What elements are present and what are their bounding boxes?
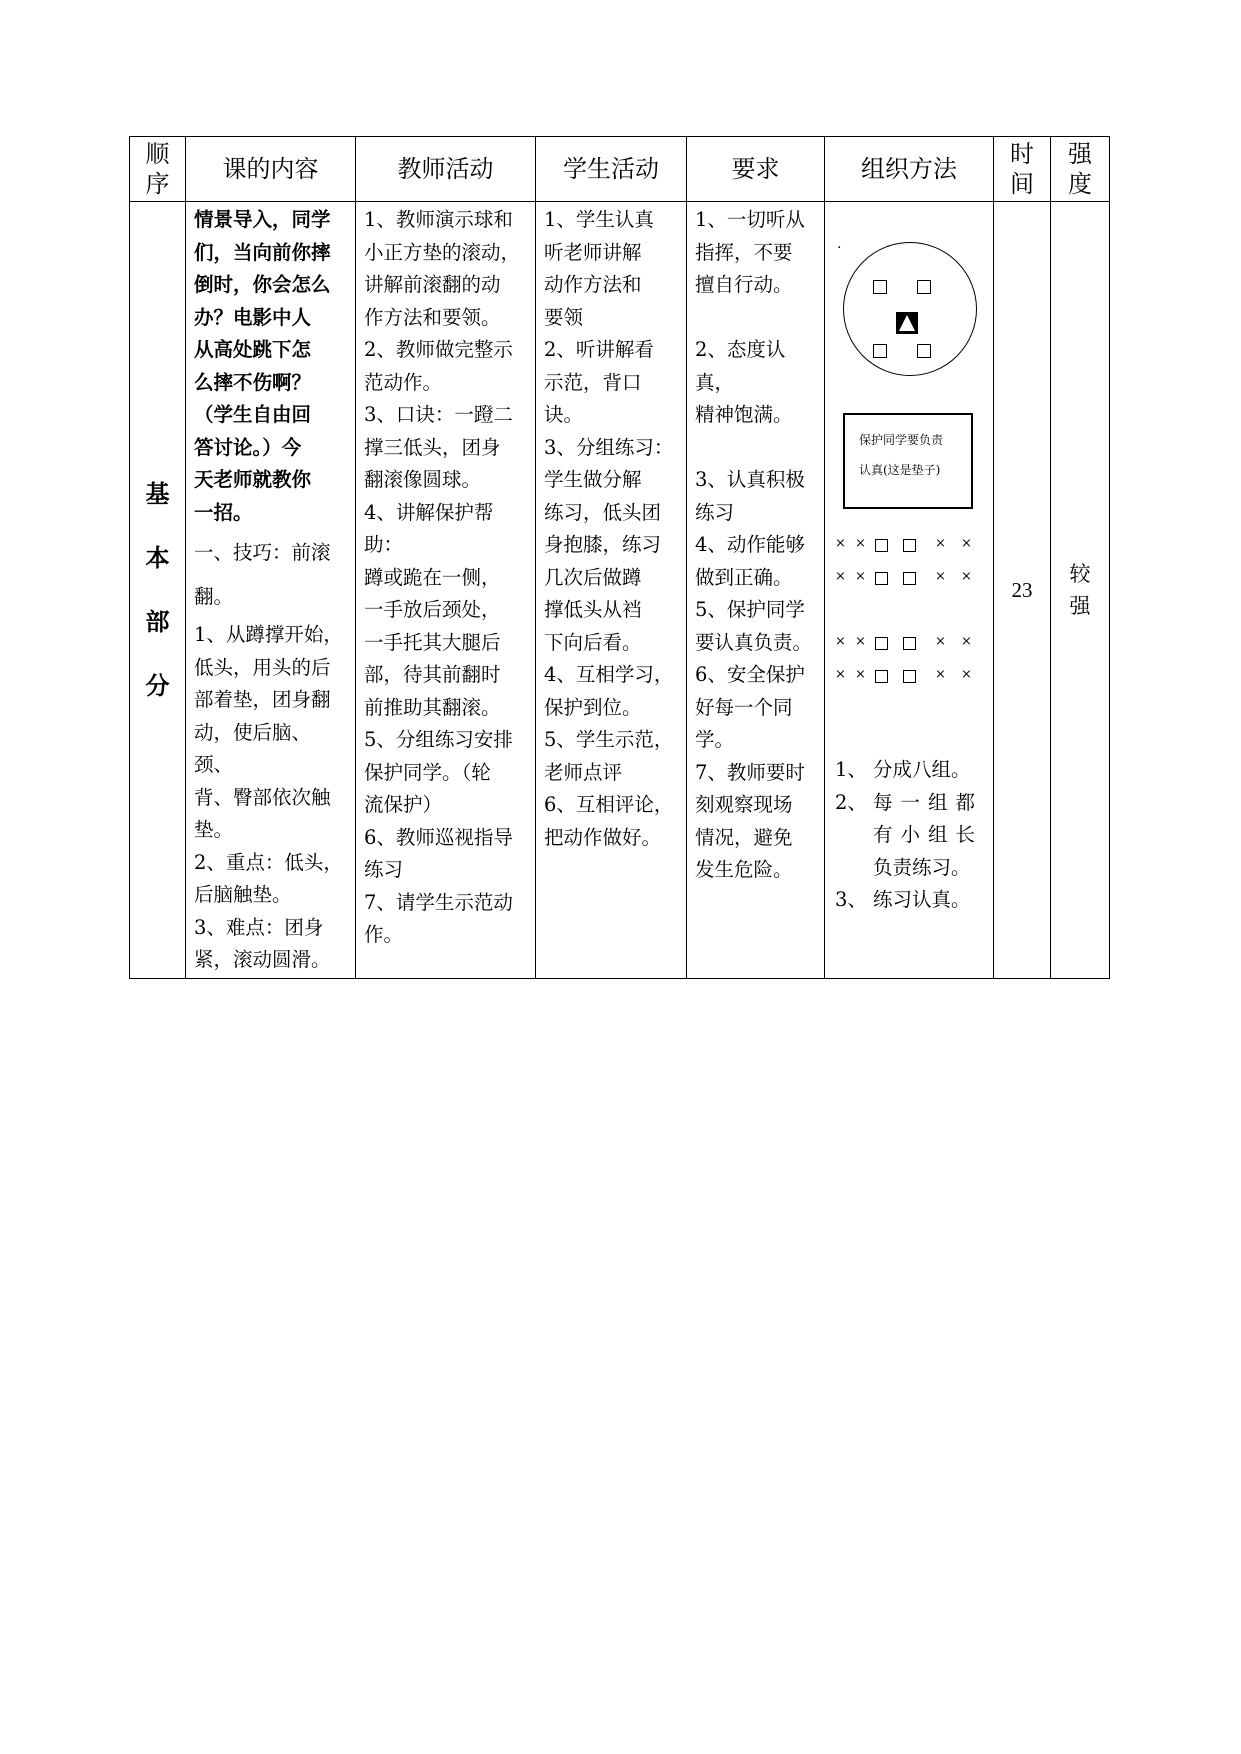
group-row: × × × × [835, 536, 972, 551]
skill-title: 一、技巧：前滚 翻。 [194, 541, 331, 608]
mat-box: 保护同学要负责 认真(这是垫子) [843, 413, 973, 509]
teacher-triangle-icon [896, 312, 918, 334]
student-square [873, 280, 887, 294]
header-organization: 组织方法 [825, 137, 994, 202]
list-item: 1、 分成八组。 [835, 758, 971, 781]
student-square [873, 344, 887, 358]
dot-mark: . [837, 236, 842, 252]
header-teacher: 教师活动 [356, 137, 536, 202]
list-item: 3、 练习认真。 [835, 888, 971, 911]
header-row [130, 137, 1110, 202]
header-time: 时 间 [994, 137, 1051, 202]
intro-text: 情景导入，同学 们，当向前你摔 倒时，你会怎么 办？电影中人 从高处跳下怎 么摔不伤啊？ （学生自由回 答讨论。）今 天老师就教你 一招。 [194, 208, 331, 524]
mat-square [875, 572, 888, 585]
header-student: 学生活动 [536, 137, 687, 202]
header-intensity: 强 度 [1051, 137, 1110, 202]
organization-list [835, 754, 985, 917]
formation-circle [843, 242, 977, 376]
mat-square [875, 670, 888, 683]
list-item: 2、 每一组都 有小组长 负责练习。 [835, 790, 984, 879]
student-activity-cell: 1、学生认真 听老师讲解 动作方法和 要领 2、听讲解看 示范，背口诀。 3、分组练习： 学生做分解 练习，低头团 身抱膝，练习 几次后做蹲 撑低头从裆 下向后看。 4、互相学习， 保护到位。 5、学生示范， 老师点评 6、互相评论， 把动作做好。 [536, 202, 687, 979]
requirements-cell: 1、一切听从 指挥，不要 擅自行动。 2、态度认真， 精神饱满。 3、认真积极 练习 4、动作能够 做到正确。 5、保护同学 要认真负责。 6、安全保护 好每一个同 学。 7、教师要时 刻观察现场 情况，避免 发生危险。 [687, 202, 825, 979]
teacher-activity-cell: 1、教师演示球和 小正方垫的滚动， 讲解前滚翻的动 作方法和要领。 2、教师做完整示 范动作。 3、口诀：一蹬二 撑三低头，团身 翻滚像圆球。 4、讲解保护帮助： 蹲或跪在一侧， 一手放后颈处， 一手托其大腿后 部，待其前翻时 前推助其翻滚。 5、分组练习安排 保护同学。（轮 流保护） 6、教师巡视指导 练习 7、请学生示范动 作。 [356, 202, 536, 979]
group-row: × × × × [835, 634, 972, 649]
lesson-plan-table [129, 136, 1110, 979]
header-order: 顺 序 [130, 137, 186, 202]
mat-square [875, 539, 888, 552]
mat-square [903, 539, 916, 552]
content-cell [186, 202, 356, 979]
mat-square [903, 572, 916, 585]
body-row [130, 202, 1110, 979]
group-row: × × × × [835, 667, 972, 682]
section-label: 基 本 部 分 [130, 202, 186, 979]
organization-cell [825, 202, 994, 979]
mat-square [903, 637, 916, 650]
group-row: × × × × [835, 569, 972, 584]
student-square [917, 344, 931, 358]
student-square [917, 280, 931, 294]
mat-square [875, 637, 888, 650]
intensity-cell: 较 强 [1051, 202, 1110, 979]
time-cell: 23 [994, 202, 1051, 979]
mat-square [903, 670, 916, 683]
header-content: 课的内容 [186, 137, 356, 202]
key-points: 1、从蹲撑开始， 低头，用头的后 部着垫，团身翻 动，使后脑、颈、 背、臀部依次触 垫。 2、重点：低头， 后脑触垫。 3、难点：团身 紧，滚动圆滑。 [194, 623, 343, 971]
header-requirements: 要求 [687, 137, 825, 202]
